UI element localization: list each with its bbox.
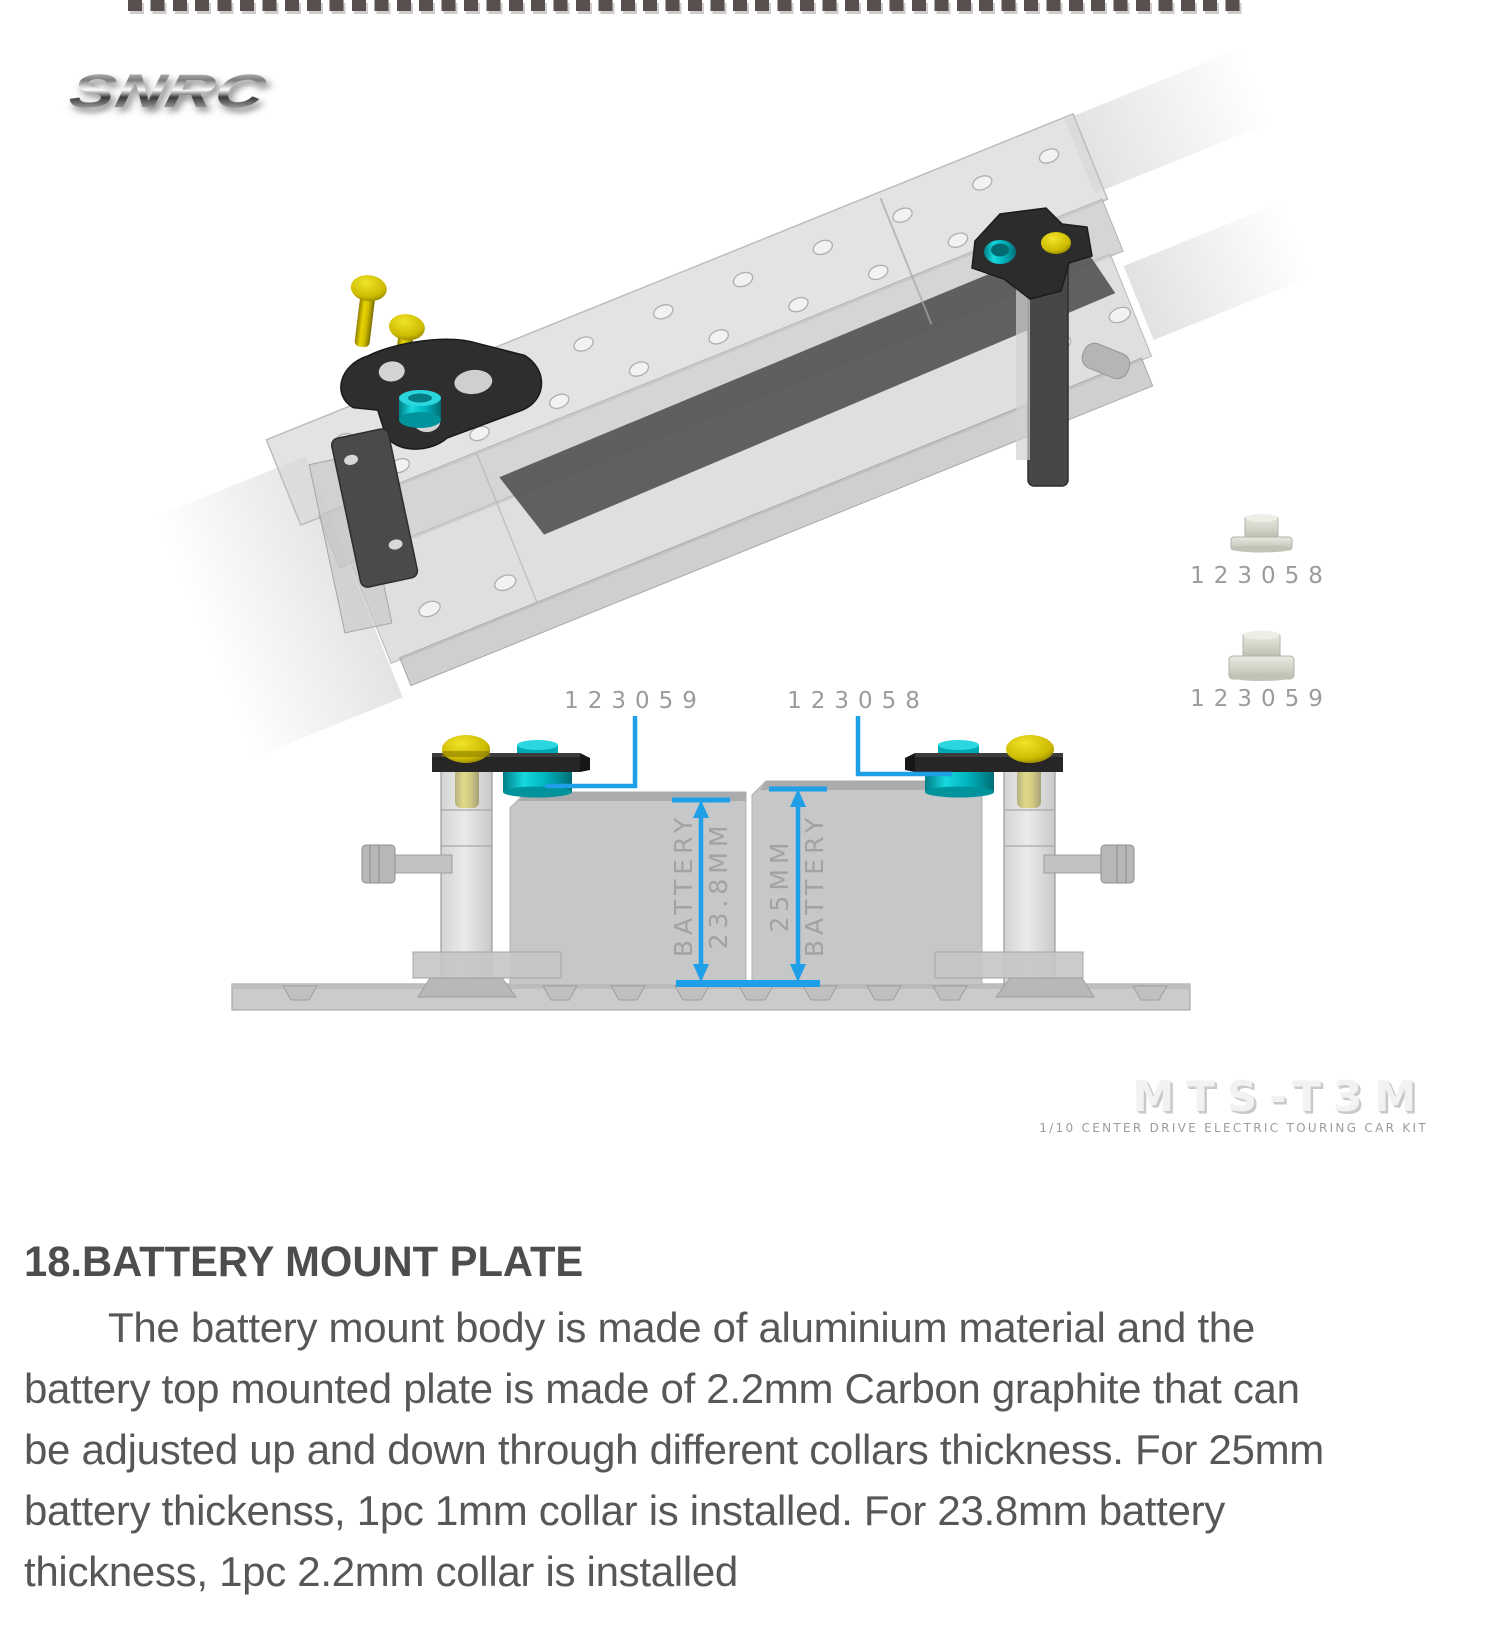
brand-logo: SNRC — [65, 64, 271, 118]
collar-2_2mm-icon — [1229, 631, 1294, 682]
battery-right-line1: 25MM — [765, 837, 794, 933]
section-heading: 18.BATTERY MOUNT PLATE — [24, 1238, 584, 1286]
body-line: battery thickenss, 1pc 1mm collar is installed. For 23.8mm battery — [24, 1487, 1225, 1534]
callout-leaders — [545, 716, 952, 786]
collar-1mm-icon — [1231, 514, 1292, 553]
kit-name-logo: MTS-T3M — [1132, 1072, 1428, 1121]
legend-label-123058: 123058 — [1190, 563, 1332, 589]
section-body — [24, 1297, 1494, 1602]
callout-label-123058: 123058 — [787, 688, 929, 714]
chassis-3d-view — [146, 46, 1349, 757]
body-line: The battery mount body is made of aluminium material and the — [108, 1304, 1255, 1351]
battery-left-line2: 23.8MM — [704, 820, 733, 950]
body-line: battery top mounted plate is made of 2.2mm Carbon graphite that can — [24, 1365, 1300, 1412]
battery-left-line1: BATTERY — [669, 812, 698, 958]
body-line: be adjusted up and down through different collars thickness. For 25mm — [24, 1426, 1324, 1473]
body-line: thickness, 1pc 2.2mm collar is installed — [24, 1548, 738, 1595]
legend-label-123059: 123059 — [1190, 686, 1332, 712]
dimension-baseline — [676, 980, 820, 987]
battery-right-dim-label — [762, 800, 832, 970]
battery-right-line2: BATTERY — [800, 812, 829, 958]
battery-left-dim-label — [666, 800, 736, 970]
callout-label-123059: 123059 — [564, 688, 706, 714]
kit-subtitle: 1/10 CENTER DRIVE ELECTRIC TOURING CAR KIT — [1039, 1121, 1428, 1135]
